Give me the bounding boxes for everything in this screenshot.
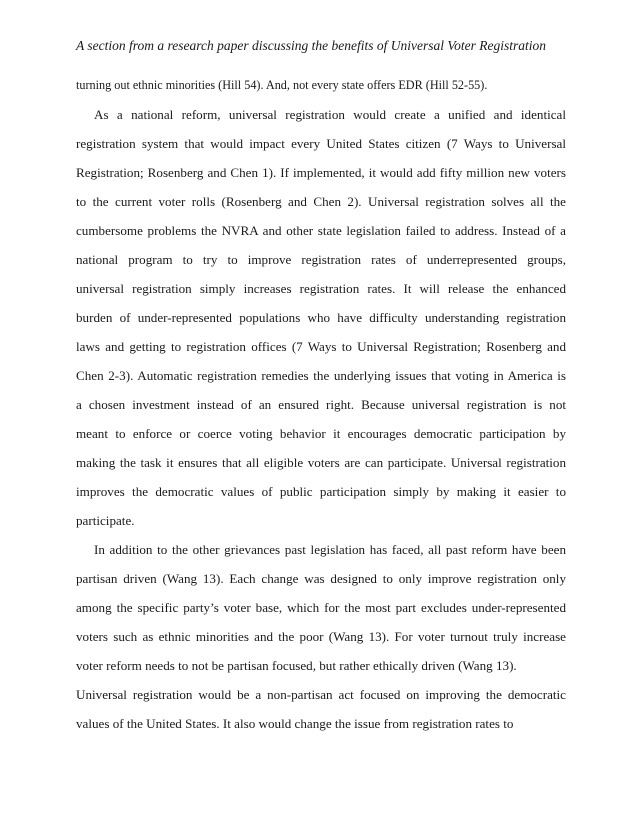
text-line: laws and getting to registration offices (7 Ways to Universal Registration; Rosenberg and bbox=[76, 339, 566, 354]
text-line: universal registration simply increases registration rates. It will release the enhanced bbox=[76, 281, 566, 296]
text-line: In addition to the other grievances past legislation has faced, all past reform have been bbox=[94, 542, 566, 557]
text-line: among the specific party’s voter base, which for the most part excludes under-represented bbox=[76, 600, 566, 615]
text-line: voter reform needs to not be partisan focused, but rather ethically driven (Wang 13). bbox=[76, 658, 517, 673]
text-line: values of the United States. It also would change the issue from registration rates to bbox=[76, 716, 514, 731]
text-line: participate. bbox=[76, 513, 135, 528]
text-line: cumbersome problems the NVRA and other state legislation failed to address. Instead of a bbox=[76, 223, 566, 238]
text-line: partisan driven (Wang 13). Each change was designed to only improve registration only bbox=[76, 571, 566, 586]
text-line: national program to try to improve registration rates of underrepresented groups, bbox=[76, 252, 566, 267]
text-line: voters such as ethnic minorities and the poor (Wang 13). For voter turnout truly increase bbox=[76, 629, 566, 644]
text-line: Universal registration would be a non-partisan act focused on improving the democratic bbox=[76, 687, 566, 702]
text-line: meant to enforce or coerce voting behavior it encourages democratic participation by bbox=[76, 426, 566, 441]
text-line: registration system that would impact every United States citizen (7 Ways to Universal bbox=[76, 136, 566, 151]
text-line: to the current voter rolls (Rosenberg and Chen 2). Universal registration solves all the bbox=[76, 194, 566, 209]
text-line: Registration; Rosenberg and Chen 1). If implemented, it would add fifty million new voters bbox=[76, 165, 566, 180]
body-text bbox=[76, 71, 566, 738]
text-line: burden of under-represented populations who have difficulty understanding registration bbox=[76, 310, 566, 325]
text-line: As a national reform, universal registration would create a unified and identical bbox=[94, 107, 566, 122]
running-header: A section from a research paper discussing the benefits of Universal Voter Registration bbox=[76, 38, 546, 53]
text-line: improves the democratic values of public participation simply by making it easier to bbox=[76, 484, 566, 499]
text-line: a chosen investment instead of an ensured right. Because universal registration is not bbox=[76, 397, 566, 412]
text-line: Chen 2-3). Automatic registration remedies the underlying issues that voting in America is bbox=[76, 368, 566, 383]
text-line: making the task it ensures that all eligible voters are can participate. Universal registration bbox=[76, 455, 566, 470]
text-line: turning out ethnic minorities (Hill 54). And, not every state offers EDR (Hill 52-55). bbox=[76, 78, 488, 92]
